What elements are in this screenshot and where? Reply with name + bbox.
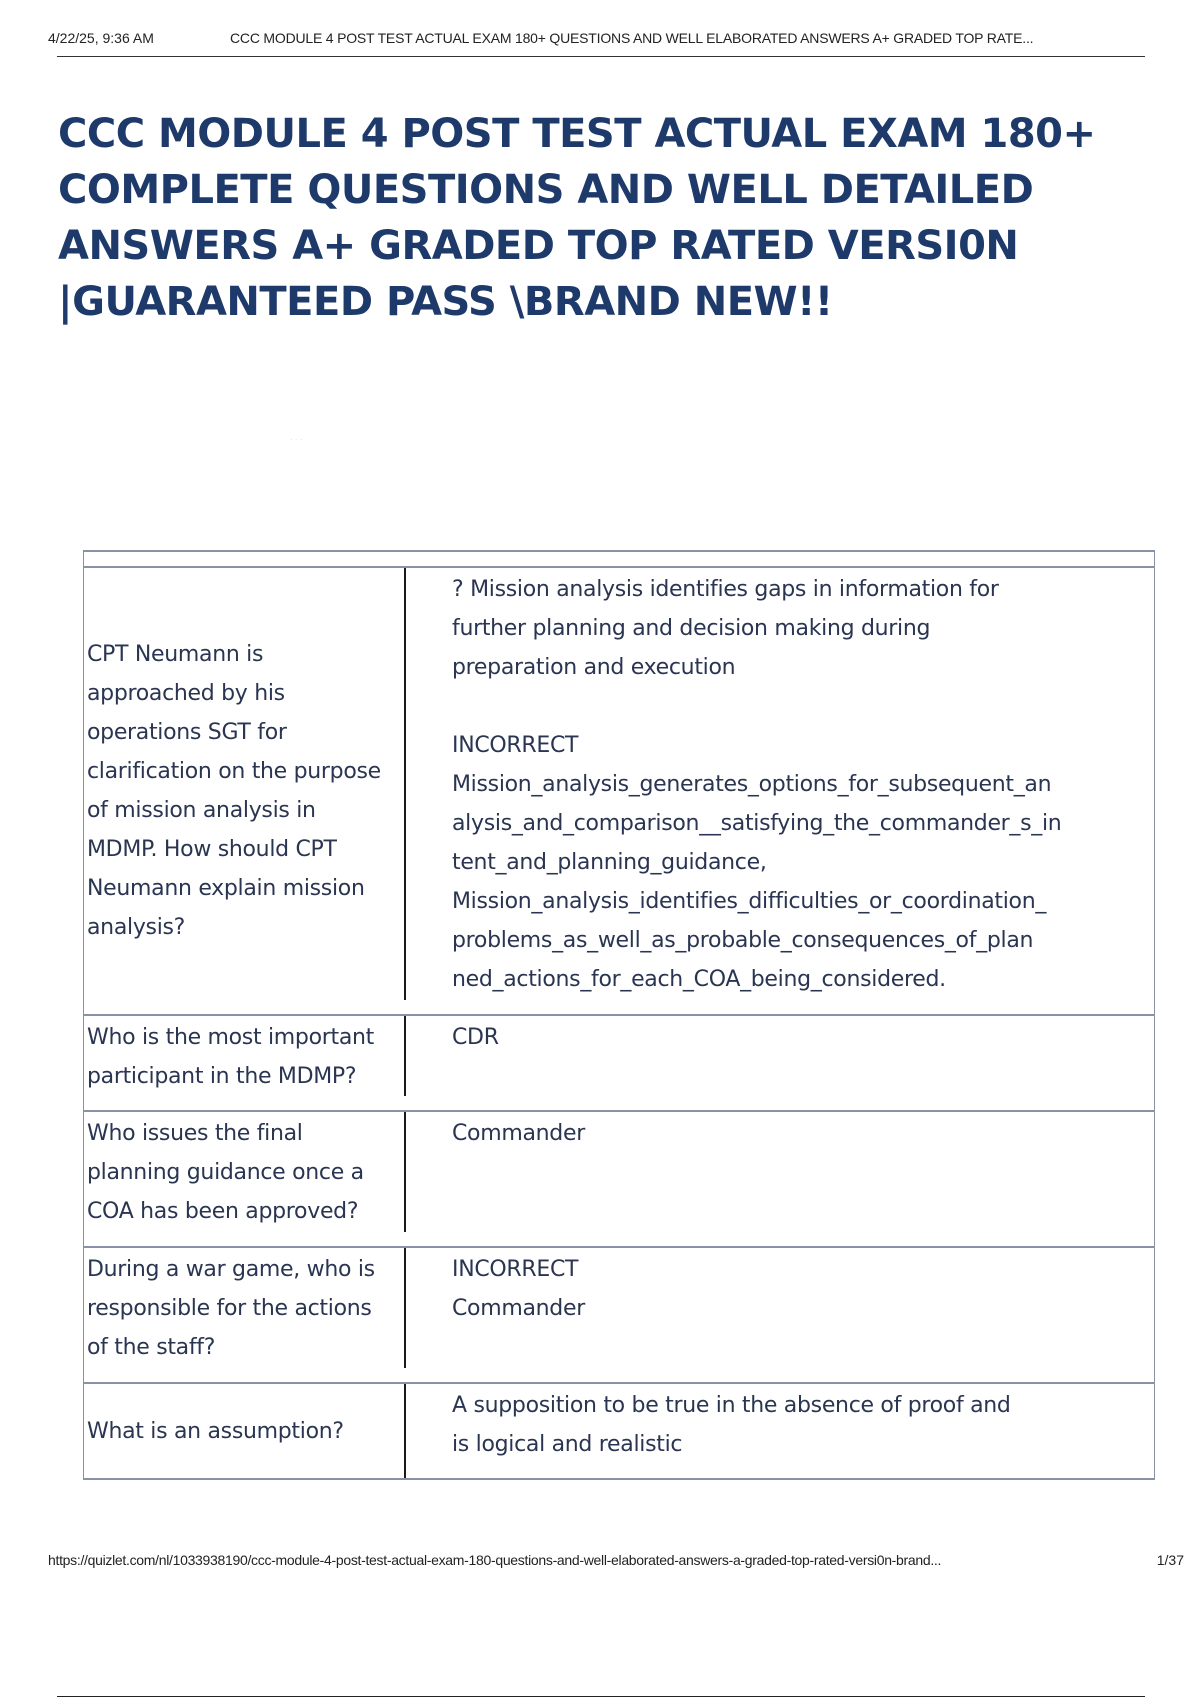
page-number: 1/37 bbox=[1156, 1552, 1184, 1568]
column-divider bbox=[404, 1016, 406, 1096]
answer-blank-line bbox=[452, 687, 1064, 726]
faint-marks: ... bbox=[290, 432, 305, 443]
answer-text bbox=[404, 1248, 1154, 1382]
answer-line: ned_actions_for_each_COA_being_considered. bbox=[452, 967, 946, 992]
answer-line: CDR bbox=[452, 1025, 499, 1050]
answer-line: Commander bbox=[452, 1121, 585, 1146]
print-header bbox=[48, 30, 1178, 58]
answer-line: tent_and_planning_guidance, bbox=[452, 850, 767, 875]
print-date: 4/22/25, 9:36 AM bbox=[48, 30, 154, 46]
page-bottom-divider bbox=[57, 1696, 1145, 1697]
qa-row bbox=[84, 1112, 1154, 1248]
answer-line: INCORRECT bbox=[452, 1257, 579, 1282]
document-title: CCC MODULE 4 POST TEST ACTUAL EXAM 180+ COMPLETE QUESTIONS AND WELL DETAILED ANSWERS A+ GRADED TOP RATED VERSI0N |GUARANTEED PASS \BRAND NEW!! bbox=[58, 111, 1096, 325]
answer-line: Mission_analysis_identifies_difficulties_or_coordination_ bbox=[452, 889, 1047, 914]
answer-text bbox=[404, 1384, 1154, 1478]
question-text: Who issues the final planning guidance once a COA has been approved? bbox=[87, 1121, 364, 1224]
answer-line: is logical and realistic bbox=[452, 1432, 683, 1457]
header-divider bbox=[57, 56, 1145, 57]
answer-line: preparation and execution bbox=[452, 655, 736, 680]
qa-row bbox=[84, 1248, 1154, 1384]
qa-table bbox=[83, 550, 1155, 1480]
answer-line: Mission_analysis_generates_options_for_subsequent_an bbox=[452, 772, 1052, 797]
answer-text bbox=[404, 568, 1154, 1014]
answer-line: further planning and decision making during bbox=[452, 616, 931, 641]
column-divider bbox=[404, 1248, 406, 1368]
column-divider bbox=[404, 1112, 406, 1232]
answer-line: A supposition to be true in the absence of proof and bbox=[452, 1393, 1011, 1418]
answer-line: alysis_and_comparison__satisfying_the_commander_s_in bbox=[452, 811, 1062, 836]
column-divider bbox=[404, 1384, 406, 1478]
answer-line: ? Mission analysis identifies gaps in information for bbox=[452, 577, 999, 602]
question-text: Who is the most important participant in the MDMP? bbox=[87, 1025, 374, 1089]
qa-table-header-gap bbox=[84, 552, 1154, 568]
answer-text bbox=[404, 1112, 1154, 1246]
column-divider bbox=[404, 568, 406, 1000]
answer-line: problems_as_well_as_probable_consequences_of_plan bbox=[452, 928, 1034, 953]
question-text: During a war game, who is responsible for the actions of the staff? bbox=[87, 1257, 375, 1360]
question-text: CPT Neumann is approached by his operations SGT for clarification on the purpose of mission analysis in MDMP. How should CPT Neumann explain mission analysis? bbox=[87, 642, 381, 940]
print-footer bbox=[48, 1552, 1184, 1574]
question-text: What is an assumption? bbox=[87, 1418, 344, 1444]
answer-text bbox=[404, 1016, 1154, 1110]
answer-line: Commander bbox=[452, 1296, 585, 1321]
print-doc-title: CCC MODULE 4 POST TEST ACTUAL EXAM 180+ QUESTIONS AND WELL ELABORATED ANSWERS A+ GRADED TOP RATE... bbox=[230, 30, 1034, 46]
answer-line: INCORRECT bbox=[452, 733, 579, 758]
source-url: https://quizlet.com/nl/1033938190/ccc-module-4-post-test-actual-exam-180-questions-and-well-elaborated-answers-a-graded-top-rated-versi0n-brand... bbox=[48, 1552, 942, 1568]
qa-row bbox=[84, 1384, 1154, 1480]
qa-row bbox=[84, 1016, 1154, 1112]
qa-row bbox=[84, 568, 1154, 1016]
